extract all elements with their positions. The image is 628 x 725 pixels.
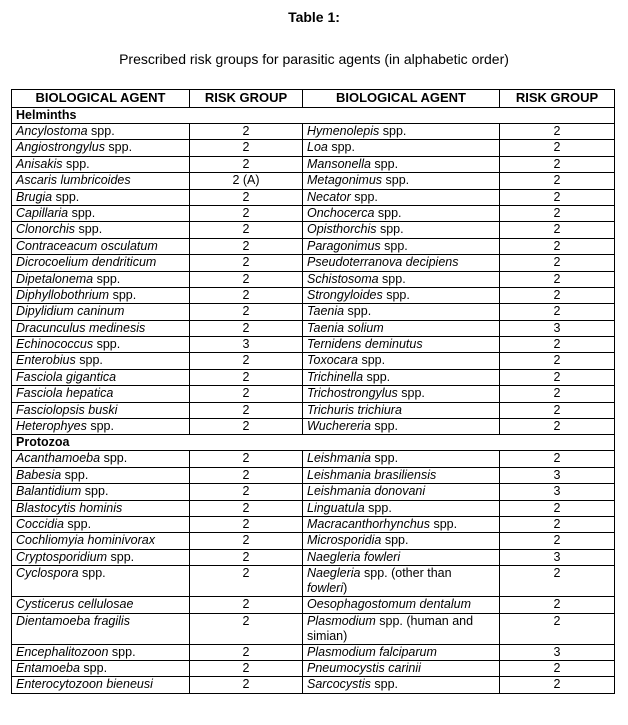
agent-name: Cyclospora spp.	[12, 566, 190, 597]
table-row	[12, 124, 615, 140]
agent-name: Enterocytozoon bieneusi	[12, 677, 190, 693]
risk-group-value: 2	[500, 597, 615, 613]
table-row	[12, 566, 615, 597]
risk-group-value: 2	[190, 402, 303, 418]
table-row	[12, 419, 615, 435]
risk-group-table	[11, 89, 615, 694]
agent-name: Pneumocystis carinii	[303, 660, 500, 676]
risk-group-value: 2	[500, 124, 615, 140]
table-row	[12, 238, 615, 254]
table-row	[12, 222, 615, 238]
risk-group-value: 2	[500, 140, 615, 156]
agent-name: Heterophyes spp.	[12, 419, 190, 435]
risk-group-value: 2	[190, 271, 303, 287]
table-row	[12, 677, 615, 693]
table-row	[12, 255, 615, 271]
agent-name: Strongyloides spp.	[303, 287, 500, 303]
risk-group-value: 2	[190, 644, 303, 660]
risk-group-value: 2	[190, 369, 303, 385]
agent-name: Pseudoterranova decipiens	[303, 255, 500, 271]
agent-name: Babesia spp.	[12, 467, 190, 483]
agent-name: Necator spp.	[303, 189, 500, 205]
header-risk-group: RISK GROUP	[190, 90, 303, 108]
risk-group-value: 2 (A)	[190, 173, 303, 189]
risk-group-value: 2	[190, 549, 303, 565]
agent-name: Anisakis spp.	[12, 156, 190, 172]
section-heading: Protozoa	[12, 435, 615, 451]
risk-group-value: 3	[190, 337, 303, 353]
risk-group-value: 3	[500, 549, 615, 565]
risk-group-value: 2	[500, 238, 615, 254]
risk-group-value: 2	[190, 451, 303, 467]
agent-name: Encephalitozoon spp.	[12, 644, 190, 660]
risk-group-value: 2	[500, 677, 615, 693]
table-row	[12, 613, 615, 644]
agent-name: Leishmania spp.	[303, 451, 500, 467]
agent-name: Schistosoma spp.	[303, 271, 500, 287]
header-agent: BIOLOGICAL AGENT	[12, 90, 190, 108]
agent-name: Balantidium spp.	[12, 484, 190, 500]
risk-group-value: 2	[190, 238, 303, 254]
header-row	[12, 90, 615, 108]
agent-name: Angiostrongylus spp.	[12, 140, 190, 156]
risk-group-value: 2	[190, 386, 303, 402]
risk-group-value: 2	[500, 566, 615, 597]
agent-name: Plasmodium falciparum	[303, 644, 500, 660]
agent-name: Naegleria fowleri	[303, 549, 500, 565]
agent-name: Paragonimus spp.	[303, 238, 500, 254]
table-row	[12, 644, 615, 660]
risk-group-value: 2	[500, 533, 615, 549]
risk-group-value: 3	[500, 484, 615, 500]
agent-name: Coccidia spp.	[12, 516, 190, 532]
risk-group-value: 2	[190, 467, 303, 483]
agent-name: Loa spp.	[303, 140, 500, 156]
table-row	[12, 386, 615, 402]
table-row	[12, 484, 615, 500]
risk-group-value: 2	[500, 156, 615, 172]
agent-name: Clonorchis spp.	[12, 222, 190, 238]
risk-group-value: 2	[500, 255, 615, 271]
risk-group-value: 2	[190, 660, 303, 676]
risk-group-value: 2	[500, 613, 615, 644]
header-agent: BIOLOGICAL AGENT	[303, 90, 500, 108]
agent-name: Plasmodium spp. (human and simian)	[303, 613, 500, 644]
section-heading: Helminths	[12, 108, 615, 124]
table-row	[12, 156, 615, 172]
agent-name: Entamoeba spp.	[12, 660, 190, 676]
risk-group-value: 2	[500, 287, 615, 303]
risk-group-value: 2	[190, 597, 303, 613]
agent-name: Dracunculus medinesis	[12, 320, 190, 336]
risk-group-value: 2	[190, 320, 303, 336]
risk-group-value: 2	[190, 124, 303, 140]
agent-name: Fasciola hepatica	[12, 386, 190, 402]
risk-group-value: 3	[500, 320, 615, 336]
agent-name: Ternidens deminutus	[303, 337, 500, 353]
table-row	[12, 533, 615, 549]
table-row	[12, 337, 615, 353]
risk-group-value: 2	[190, 613, 303, 644]
table-row	[12, 140, 615, 156]
agent-name: Onchocerca spp.	[303, 205, 500, 221]
agent-name: Fasciola gigantica	[12, 369, 190, 385]
agent-name: Cysticerus cellulosae	[12, 597, 190, 613]
table-row	[12, 304, 615, 320]
risk-group-value: 2	[190, 500, 303, 516]
risk-group-value: 2	[500, 304, 615, 320]
table-row	[12, 451, 615, 467]
table-body	[12, 108, 615, 694]
risk-group-value: 2	[500, 189, 615, 205]
table-row	[12, 353, 615, 369]
agent-name: Naegleria spp. (other than fowleri)	[303, 566, 500, 597]
agent-name: Toxocara spp.	[303, 353, 500, 369]
agent-name: Leishmania donovani	[303, 484, 500, 500]
table-row	[12, 549, 615, 565]
section-row	[12, 108, 615, 124]
agent-name: Wuchereria spp.	[303, 419, 500, 435]
table-row	[12, 597, 615, 613]
table-row	[12, 271, 615, 287]
agent-name: Enterobius spp.	[12, 353, 190, 369]
risk-group-value: 2	[500, 337, 615, 353]
risk-group-value: 2	[190, 156, 303, 172]
risk-group-value: 2	[500, 222, 615, 238]
risk-group-value: 2	[500, 516, 615, 532]
risk-group-value: 2	[190, 516, 303, 532]
table-row	[12, 205, 615, 221]
agent-name: Cochliomyia hominivorax	[12, 533, 190, 549]
agent-name: Dipylidium caninum	[12, 304, 190, 320]
agent-name: Brugia spp.	[12, 189, 190, 205]
table-row	[12, 660, 615, 676]
agent-name: Taenia spp.	[303, 304, 500, 320]
risk-group-value: 2	[190, 304, 303, 320]
agent-name: Cryptosporidium spp.	[12, 549, 190, 565]
risk-group-value: 2	[190, 353, 303, 369]
risk-group-value: 2	[190, 287, 303, 303]
risk-group-value: 2	[500, 353, 615, 369]
risk-group-value: 2	[190, 205, 303, 221]
table-subtitle: Prescribed risk groups for parasitic agents (in alphabetic order)	[119, 51, 509, 67]
table-row	[12, 189, 615, 205]
agent-name: Macracanthorhynchus spp.	[303, 516, 500, 532]
table-row	[12, 500, 615, 516]
table-row	[12, 369, 615, 385]
agent-name: Microsporidia spp.	[303, 533, 500, 549]
agent-name: Dicrocoelium dendriticum	[12, 255, 190, 271]
table-row	[12, 516, 615, 532]
agent-name: Dientamoeba fragilis	[12, 613, 190, 644]
agent-name: Linguatula spp.	[303, 500, 500, 516]
risk-group-value: 2	[190, 222, 303, 238]
agent-name: Dipetalonema spp.	[12, 271, 190, 287]
risk-group-value: 2	[500, 271, 615, 287]
risk-group-value: 2	[500, 205, 615, 221]
risk-group-value: 2	[500, 386, 615, 402]
section-row	[12, 435, 615, 451]
table-row	[12, 467, 615, 483]
agent-name: Trichostrongylus spp.	[303, 386, 500, 402]
agent-name: Ancylostoma spp.	[12, 124, 190, 140]
risk-group-value: 2	[190, 677, 303, 693]
risk-group-value: 2	[500, 451, 615, 467]
agent-name: Mansonella spp.	[303, 156, 500, 172]
agent-name: Diphyllobothrium spp.	[12, 287, 190, 303]
agent-name: Sarcocystis spp.	[303, 677, 500, 693]
table-row	[12, 402, 615, 418]
risk-group-value: 2	[500, 419, 615, 435]
agent-name: Metagonimus spp.	[303, 173, 500, 189]
agent-name: Oesophagostomum dentalum	[303, 597, 500, 613]
risk-group-value: 2	[190, 255, 303, 271]
risk-group-value: 2	[500, 500, 615, 516]
risk-group-value: 2	[190, 189, 303, 205]
risk-group-value: 2	[190, 533, 303, 549]
risk-group-value: 2	[500, 369, 615, 385]
risk-group-value: 2	[190, 484, 303, 500]
risk-group-value: 2	[500, 402, 615, 418]
agent-name: Opisthorchis spp.	[303, 222, 500, 238]
risk-group-value: 2	[190, 419, 303, 435]
agent-name: Blastocytis hominis	[12, 500, 190, 516]
agent-name: Ascaris lumbricoides	[12, 173, 190, 189]
header-risk-group: RISK GROUP	[500, 90, 615, 108]
table-row	[12, 287, 615, 303]
table-row	[12, 173, 615, 189]
risk-group-value: 2	[500, 660, 615, 676]
agent-name: Acanthamoeba spp.	[12, 451, 190, 467]
agent-name: Taenia solium	[303, 320, 500, 336]
agent-name: Trichuris trichiura	[303, 402, 500, 418]
agent-name: Echinococcus spp.	[12, 337, 190, 353]
risk-group-value: 3	[500, 467, 615, 483]
agent-name: Hymenolepis spp.	[303, 124, 500, 140]
table-row	[12, 320, 615, 336]
agent-name: Leishmania brasiliensis	[303, 467, 500, 483]
agent-name: Capillaria spp.	[12, 205, 190, 221]
risk-group-value: 2	[190, 140, 303, 156]
agent-name: Fasciolopsis buski	[12, 402, 190, 418]
risk-group-value: 2	[190, 566, 303, 597]
risk-group-value: 3	[500, 644, 615, 660]
agent-name: Contraceacum osculatum	[12, 238, 190, 254]
agent-name: Trichinella spp.	[303, 369, 500, 385]
table-title: Table 1:	[288, 9, 340, 25]
risk-group-value: 2	[500, 173, 615, 189]
